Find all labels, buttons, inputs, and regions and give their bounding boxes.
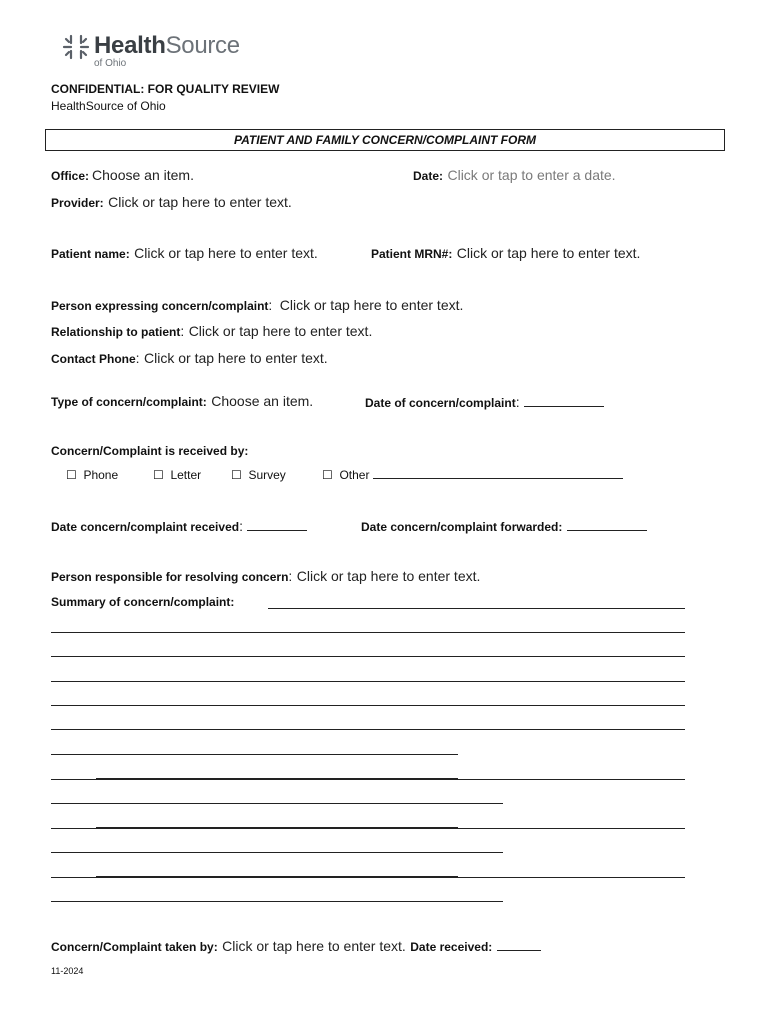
summary-line[interactable] bbox=[51, 803, 503, 804]
office-label: Office: bbox=[51, 169, 90, 183]
revision-date: 11-2024 bbox=[51, 966, 84, 976]
provider-label: Provider: bbox=[51, 196, 104, 210]
received-by-label: Concern/Complaint is received by: bbox=[51, 444, 249, 458]
option-other-label: Other bbox=[339, 468, 370, 482]
colon: : bbox=[239, 518, 243, 534]
provider-input[interactable]: Click or tap here to enter text. bbox=[108, 194, 292, 210]
date-received-label: Date concern/complaint received bbox=[51, 520, 240, 534]
summary-line-thick bbox=[96, 876, 458, 877]
logo-sub: of Ohio bbox=[94, 58, 127, 69]
summary-line[interactable] bbox=[51, 681, 685, 682]
summary-line[interactable] bbox=[51, 877, 685, 878]
person-responsible-label: Person responsible for resolving concern bbox=[51, 570, 289, 584]
taken-by-input[interactable]: Click or tap here to enter text. bbox=[222, 938, 406, 954]
option-phone-label: Phone bbox=[83, 468, 119, 482]
confidential-heading: CONFIDENTIAL: FOR QUALITY REVIEW bbox=[51, 82, 280, 96]
summary-line[interactable] bbox=[51, 779, 685, 780]
relationship-label: Relationship to patient bbox=[51, 325, 181, 339]
person-expressing-label: Person expressing concern/complaint bbox=[51, 299, 269, 313]
patient-name-input[interactable]: Click or tap here to enter text. bbox=[134, 245, 318, 261]
type-select[interactable]: Choose an item. bbox=[211, 393, 314, 409]
colon: : bbox=[268, 297, 273, 313]
colon: : bbox=[515, 394, 520, 410]
date-label: Date: bbox=[413, 169, 444, 183]
summary-line[interactable] bbox=[51, 729, 685, 730]
patient-name-label: Patient name: bbox=[51, 247, 130, 261]
person-responsible-input[interactable]: Click or tap here to enter text. bbox=[296, 568, 481, 584]
other-blank[interactable] bbox=[373, 468, 623, 479]
form-title: PATIENT AND FAMILY CONCERN/COMPLAINT FORM bbox=[234, 133, 536, 147]
checkbox-phone[interactable]: ☐ bbox=[66, 468, 77, 482]
checkbox-letter[interactable]: ☐ bbox=[153, 468, 164, 482]
option-other[interactable] bbox=[322, 468, 623, 482]
colon: : bbox=[288, 568, 293, 584]
office-select[interactable]: Choose an item. bbox=[92, 167, 194, 183]
summary-line[interactable] bbox=[51, 754, 458, 755]
date-of-concern-label: Date of concern/complaint bbox=[365, 396, 516, 410]
summary-line-thick bbox=[96, 827, 458, 828]
date-received-footer-blank[interactable] bbox=[497, 940, 541, 951]
colon: : bbox=[180, 323, 185, 339]
taken-by-label: Concern/Complaint taken by: bbox=[51, 940, 218, 954]
contact-phone-input[interactable]: Click or tap here to enter text. bbox=[144, 350, 328, 366]
org-name: HealthSource of Ohio bbox=[51, 99, 166, 113]
date-forwarded-label: Date concern/complaint forwarded: bbox=[361, 520, 563, 534]
summary-line[interactable] bbox=[268, 608, 685, 609]
form-title-box bbox=[45, 129, 725, 151]
colon: : bbox=[135, 350, 140, 366]
date-picker[interactable]: Click or tap to enter a date. bbox=[447, 167, 616, 183]
patient-mrn-input[interactable]: Click or tap here to enter text. bbox=[456, 245, 641, 261]
person-expressing-input[interactable]: Click or tap here to enter text. bbox=[279, 297, 464, 313]
logo-brand-light: Source bbox=[165, 32, 240, 59]
summary-line[interactable] bbox=[51, 632, 685, 633]
summary-line[interactable] bbox=[51, 828, 685, 829]
checkbox-other[interactable]: ☐ bbox=[322, 468, 333, 482]
date-forwarded-blank[interactable] bbox=[567, 520, 647, 531]
option-letter[interactable] bbox=[153, 468, 201, 482]
healthsource-logo-icon bbox=[62, 34, 90, 60]
logo bbox=[62, 30, 262, 70]
date-received-footer-label: Date received: bbox=[410, 940, 493, 954]
option-phone[interactable] bbox=[66, 468, 118, 482]
relationship-input[interactable]: Click or tap here to enter text. bbox=[188, 323, 373, 339]
contact-phone-label: Contact Phone bbox=[51, 352, 136, 366]
logo-brand-bold: Health bbox=[94, 32, 166, 59]
summary-line[interactable] bbox=[51, 705, 685, 706]
summary-label: Summary of concern/complaint: bbox=[51, 595, 235, 609]
date-of-concern-blank[interactable] bbox=[524, 396, 604, 407]
summary-line-thick bbox=[96, 778, 458, 779]
summary-line[interactable] bbox=[51, 852, 503, 853]
option-survey-label: Survey bbox=[248, 468, 286, 482]
date-received-blank[interactable] bbox=[247, 520, 307, 531]
summary-line[interactable] bbox=[51, 656, 685, 657]
option-survey[interactable] bbox=[231, 468, 286, 482]
summary-line[interactable] bbox=[51, 901, 503, 902]
option-letter-label: Letter bbox=[170, 468, 202, 482]
patient-mrn-label: Patient MRN#: bbox=[371, 247, 453, 261]
type-label: Type of concern/complaint: bbox=[51, 395, 207, 409]
checkbox-survey[interactable]: ☐ bbox=[231, 468, 242, 482]
